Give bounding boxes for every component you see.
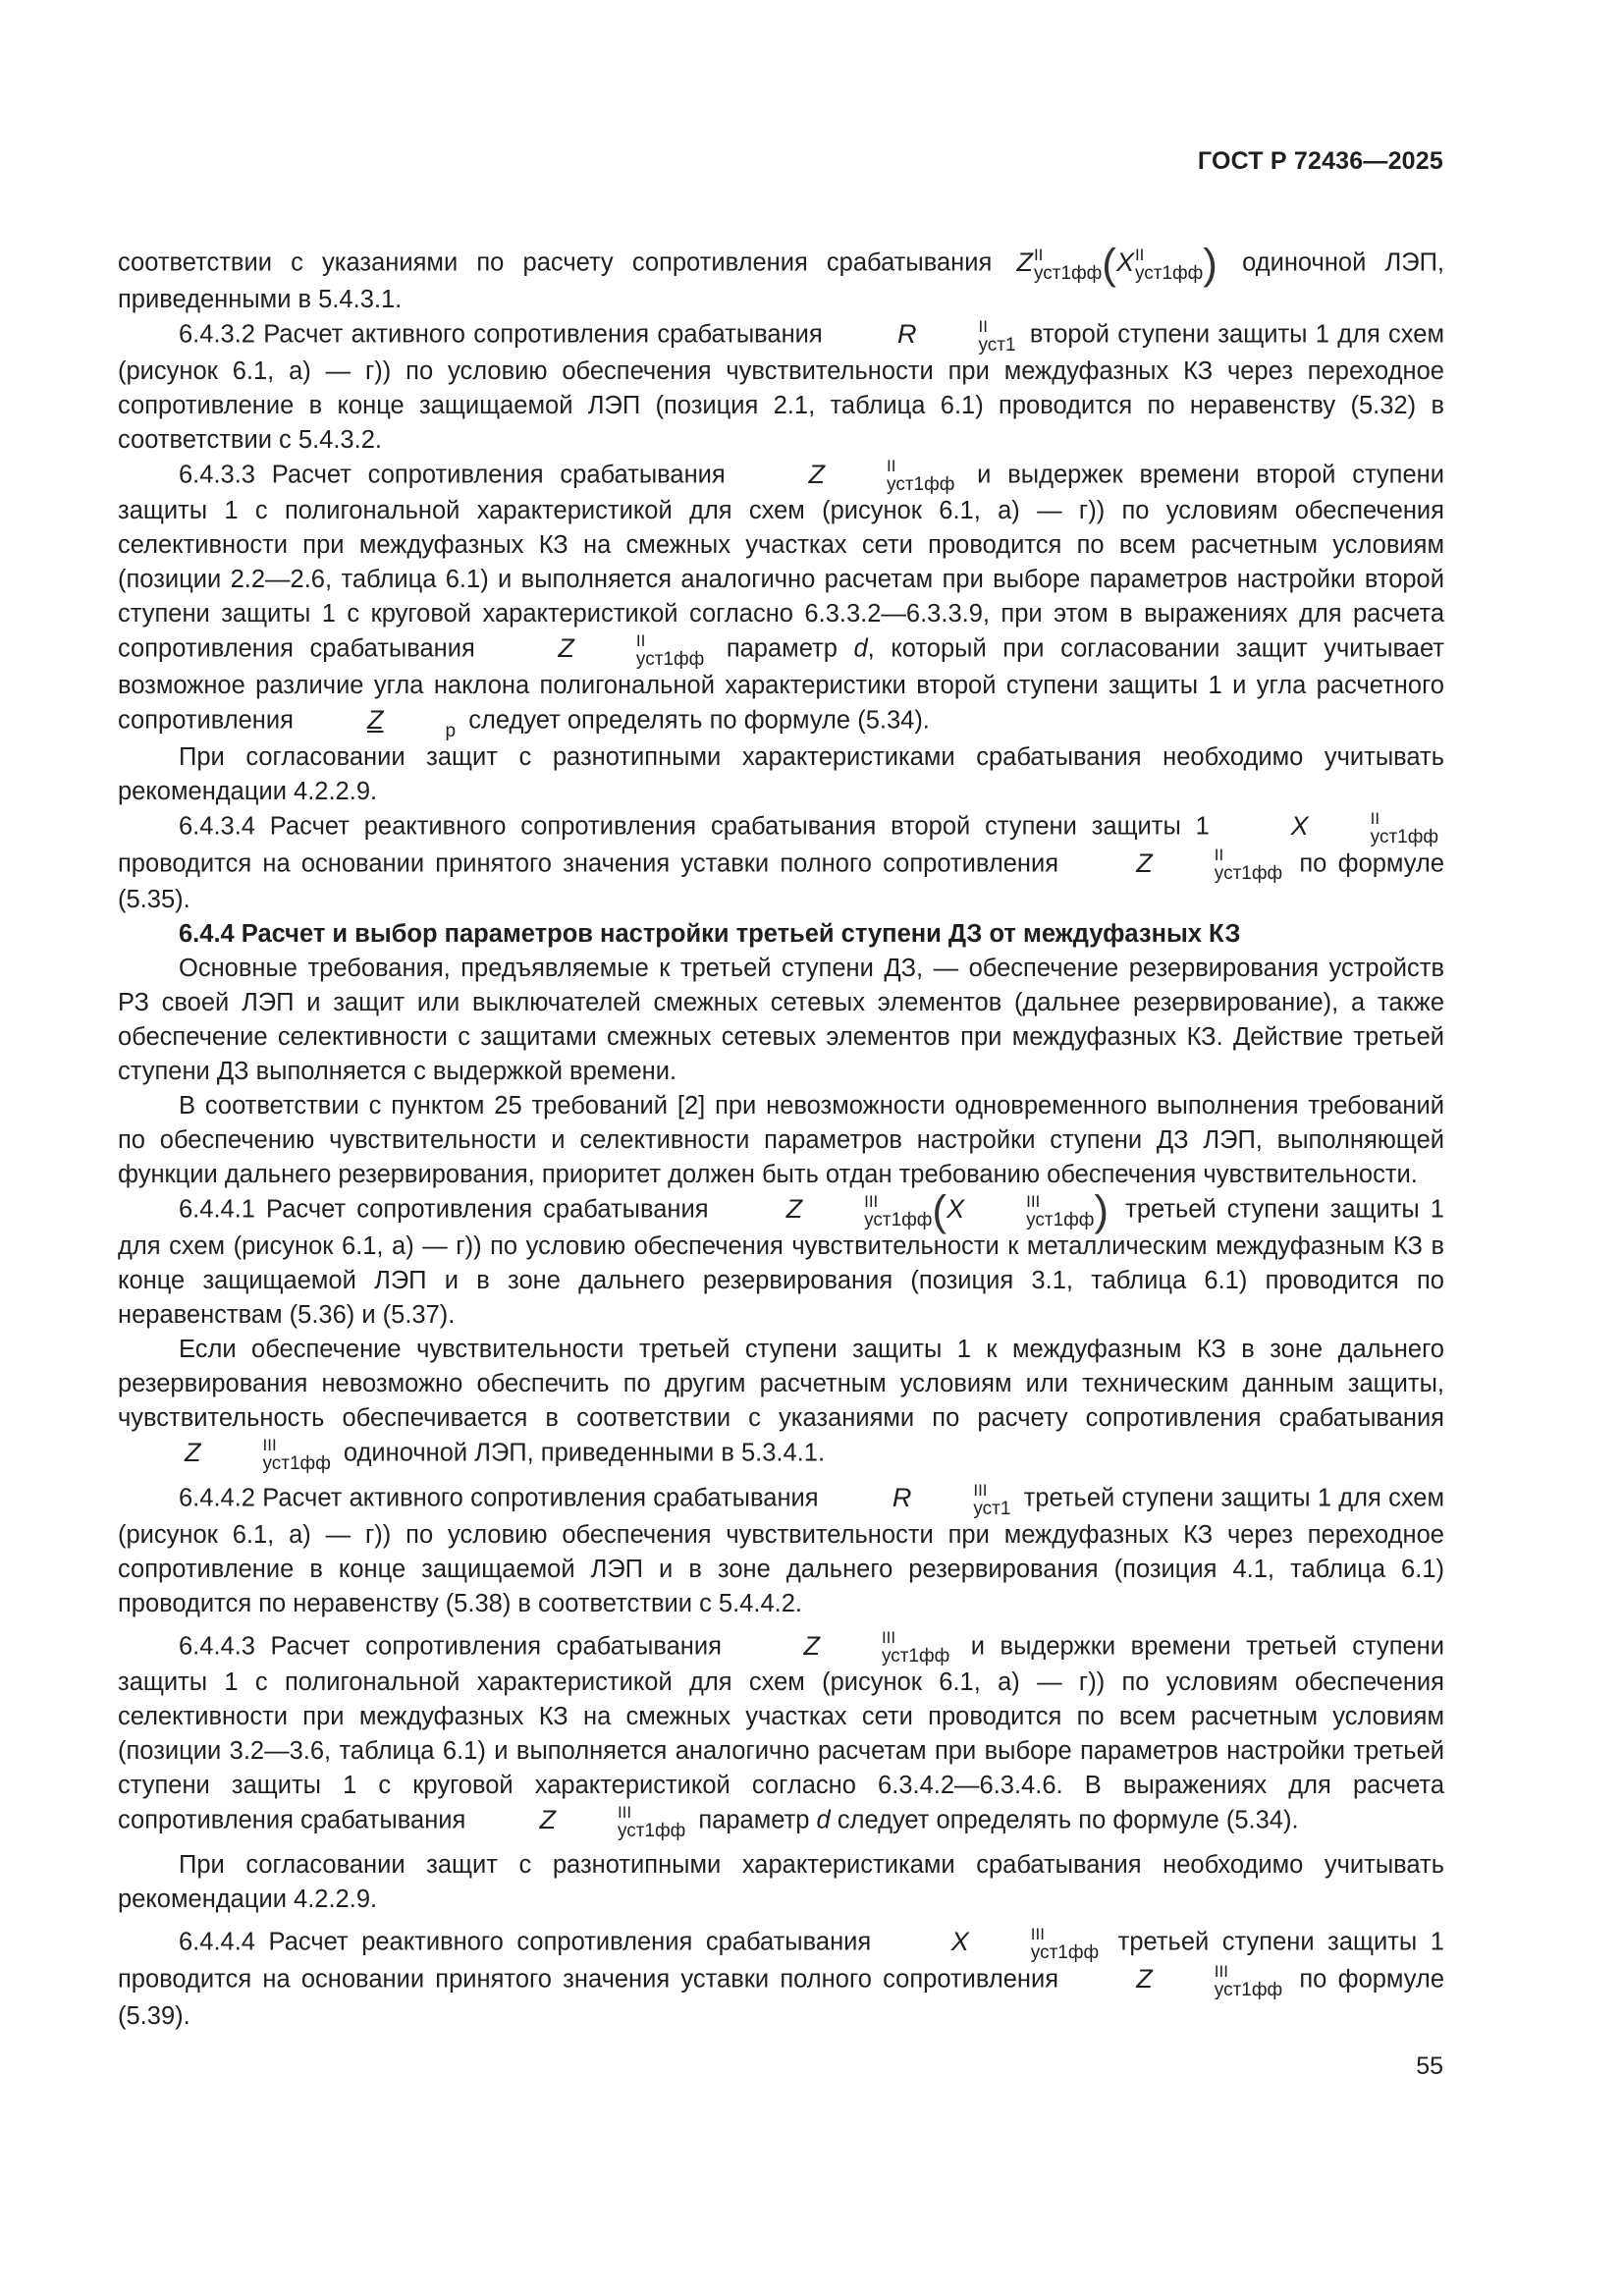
text-span: 6.4.3.3 Расчет сопротивления срабатывания bbox=[179, 461, 726, 489]
text-span: соответствии с указаниями по расчету сопротивления срабатывания bbox=[118, 248, 993, 277]
paragraph-6-4-3-3 bbox=[118, 458, 1444, 740]
paragraph-6-4-4-4 bbox=[118, 1925, 1444, 2034]
paragraph-6-4-3-2 bbox=[118, 317, 1444, 458]
text-span: В соответствии с пунктом 25 требований [2] при невозможности одновременного выполнения требований по обеспечению чувствительности и селективности параметров настройки ступени ДЗ ЛЭП, выполняющей функции дальнего резервирования, приоритет должен быть отдан требованию обеспечения чувствительности. bbox=[118, 1092, 1444, 1189]
formula-z-ii-ust1ff: Z II уст1фф bbox=[558, 631, 705, 671]
text-span: одиночной ЛЭП, приведенными в 5.4.3.1. bbox=[118, 248, 1444, 313]
paragraph-6-4-4-3 bbox=[118, 1629, 1444, 1841]
text-span: одиночной ЛЭП, приведенными в 5.3.4.1. bbox=[343, 1439, 826, 1467]
text-span: и выдержек времени второй ступени защиты 1 с полигональной характеристикой для схем (рисунок 6.1, а) — г)) по условиям обеспечения селективности при междуфазных КЗ на смежных участках сети проводится по всем расчетным условиям (позиции 2.2—2.6, таблица 6.1) и выполняется аналогично расчетам при выборе параметров настройки второй ступени защиты 1 с круговой характеристикой согласно 6.3.3.2—6.3.3.9, при этом в выражениях для расчета сопротивления срабатывания bbox=[118, 461, 1444, 663]
formula-z-ii-ust1ff: Z II уст1фф bbox=[1136, 846, 1283, 885]
formula-z-iii-ust1ff: Z III уст1фф bbox=[803, 1628, 950, 1667]
formula-z-iii-ust1ff: Z III уст1фф (X III уст1фф ) bbox=[785, 1186, 1109, 1235]
param-d: d bbox=[853, 634, 868, 663]
paragraph-sensitivity-third-stage bbox=[118, 1333, 1444, 1473]
text-span: третьей ступени защиты 1 для схем (рисунок 6.1, а) — г)) по условию обеспечения чувствительности к металлическим междуфазным КЗ в конце защищаемой ЛЭП и в зоне дальнего резервирования (позиция 3.1, таблица 6.1) проводится по неравенствам (5.36) и (5.37). bbox=[118, 1195, 1444, 1330]
text-span: 6.4.3.4 Расчет реактивного сопротивления срабатывания второй ступени защиты 1 bbox=[179, 812, 1210, 841]
text-span: Основные требования, предъявляемые к третьей ступени ДЗ, — обеспечение резервирования устройств РЗ своей ЛЭП и защит или выключателей смежных сетевых элементов (дальнее резервирование), а также обеспечение селективности с защитами смежных сетевых элементов при междуфазных КЗ. Действие третьей ступени ДЗ выполняется с выдержкой времени. bbox=[118, 955, 1444, 1086]
document-code: ГОСТ Р 72436—2025 bbox=[1197, 147, 1443, 175]
paragraph-main-requirements bbox=[118, 952, 1444, 1089]
paragraph-requirement-25 bbox=[118, 1089, 1444, 1192]
formula-z-iii-ust1ff: Z III уст1фф bbox=[185, 1435, 331, 1474]
formula-z-ii-ust1ff: Z II уст1фф bbox=[808, 457, 955, 496]
text-span: проводится на основании принятого значения уставки полного сопротивления bbox=[118, 849, 1059, 878]
text-span: При согласовании защит с разнотипными характеристиками срабатывания необходимо учитывать рекомендации 4.2.2.9. bbox=[118, 1851, 1444, 1914]
text-span: 6.4.4.3 Расчет сопротивления срабатывания bbox=[179, 1632, 722, 1661]
text-span: следует определять по формуле (5.34). bbox=[837, 1807, 1299, 1835]
page-number: 55 bbox=[1416, 2052, 1443, 2080]
document-body bbox=[118, 240, 1445, 2034]
text-span: третьей ступени защиты 1 для схем (рисунок 6.1, а) — г)) по условию обеспечения чувствительности при междуфазных КЗ через переходное сопротивление в конце защищаемой ЛЭП и в зоне дальнего резервирования (позиция 4.1, таблица 6.1) проводится по неравенству (5.38) в соответствии с 5.4.4.2. bbox=[118, 1484, 1445, 1617]
formula-r-iii-ust1: R III уст1 bbox=[892, 1480, 1011, 1519]
paragraph-6-4-4-1 bbox=[118, 1186, 1444, 1333]
text-span: по формуле (5.39). bbox=[118, 1965, 1444, 2030]
text-span: 6.4.4.4 Расчет реактивного сопротивления срабатывания bbox=[179, 1928, 872, 1956]
text-span: параметр bbox=[726, 634, 838, 663]
text-span: 6.4.4.1 Расчет сопротивления срабатывания bbox=[179, 1195, 709, 1224]
paragraph-6-4-3-4 bbox=[118, 809, 1444, 918]
text-span: 6.4.4.2 Расчет активного сопротивления срабатывания bbox=[179, 1484, 819, 1512]
text-span: При согласовании защит с разнотипными характеристиками срабатывания необходимо учитывать рекомендации 4.2.2.9. bbox=[118, 742, 1444, 805]
paragraph-note-4-2-2-9-second bbox=[118, 1848, 1444, 1917]
text-span: следует определять по формуле (5.34). bbox=[468, 706, 930, 735]
param-d: d bbox=[816, 1807, 831, 1835]
text-span: по формуле (5.35). bbox=[118, 849, 1444, 914]
text-span: третьей ступени защиты 1 проводится на основании принятого значения уставки полного сопротивления bbox=[118, 1928, 1444, 1994]
text-span: Если обеспечение чувствительности третьей ступени защиты 1 к междуфазным КЗ в зоне дальнего резервирования невозможно обеспечить по другим расчетным условиям или техническим данным защиты, чувствительность обеспечивается в соответствии с указаниями по расчету сопротивления срабатывания bbox=[118, 1336, 1444, 1433]
formula-x-iii-ust1ff: X III уст1фф bbox=[950, 1924, 1100, 1963]
formula-x-ii-ust1ff: X II уст1фф bbox=[1290, 808, 1438, 847]
paragraph-6-4-4-2 bbox=[118, 1481, 1444, 1621]
section-heading-6-4-4: 6.4.4 Расчет и выбор параметров настройки третьей ступени ДЗ от междуфазных КЗ bbox=[179, 920, 1241, 949]
formula-z-iii-ust1ff: Z III уст1фф bbox=[1136, 1961, 1283, 2000]
formula-z-p: Z p bbox=[367, 705, 457, 741]
text-span: и выдержки времени третьей ступени защиты 1 с полигональной характеристикой для схем (рисунок 6.1, а) — г)) по условиям обеспечения селективности при междуфазных КЗ на смежных участках сети проводится по всем расчетным условиям (позиции 3.2—3.6, таблица 6.1) и выполняется аналогично расчетам при выборе параметров настройки третьей ступени защиты 1 с круговой характеристикой согласно 6.3.4.2—6.3.4.6. В выражениях для расчета сопротивления срабатывания bbox=[118, 1632, 1445, 1835]
formula-z-ii-ust1ff: Z II уст1фф (X II уст1фф ) bbox=[1016, 240, 1217, 289]
paragraph-continuation bbox=[118, 240, 1444, 317]
formula-r-ii-ust1: R II уст1 bbox=[897, 316, 1016, 355]
formula-z-iii-ust1ff: Z III уст1фф bbox=[539, 1803, 686, 1842]
text-span: параметр bbox=[698, 1807, 810, 1835]
text-span: 6.4.3.2 Расчет активного сопротивления срабатывания bbox=[179, 320, 823, 349]
paragraph-note-4-2-2-9 bbox=[118, 740, 1444, 809]
text-span: , который при согласовании защит учитывает возможное различие угла наклона полигональной характеристики второй ступени защиты 1 и угла расчетного сопротивления bbox=[118, 634, 1444, 735]
text-span: второй ступени защиты 1 для схем (рисунок 6.1, а) — г)) по условию обеспечения чувствительности при междуфазных КЗ через переходное сопротивление в конце защищаемой ЛЭП (позиция 2.1, таблица 6.1) проводится по неравенству (5.32) в соответствии с 5.4.3.2. bbox=[118, 320, 1444, 454]
